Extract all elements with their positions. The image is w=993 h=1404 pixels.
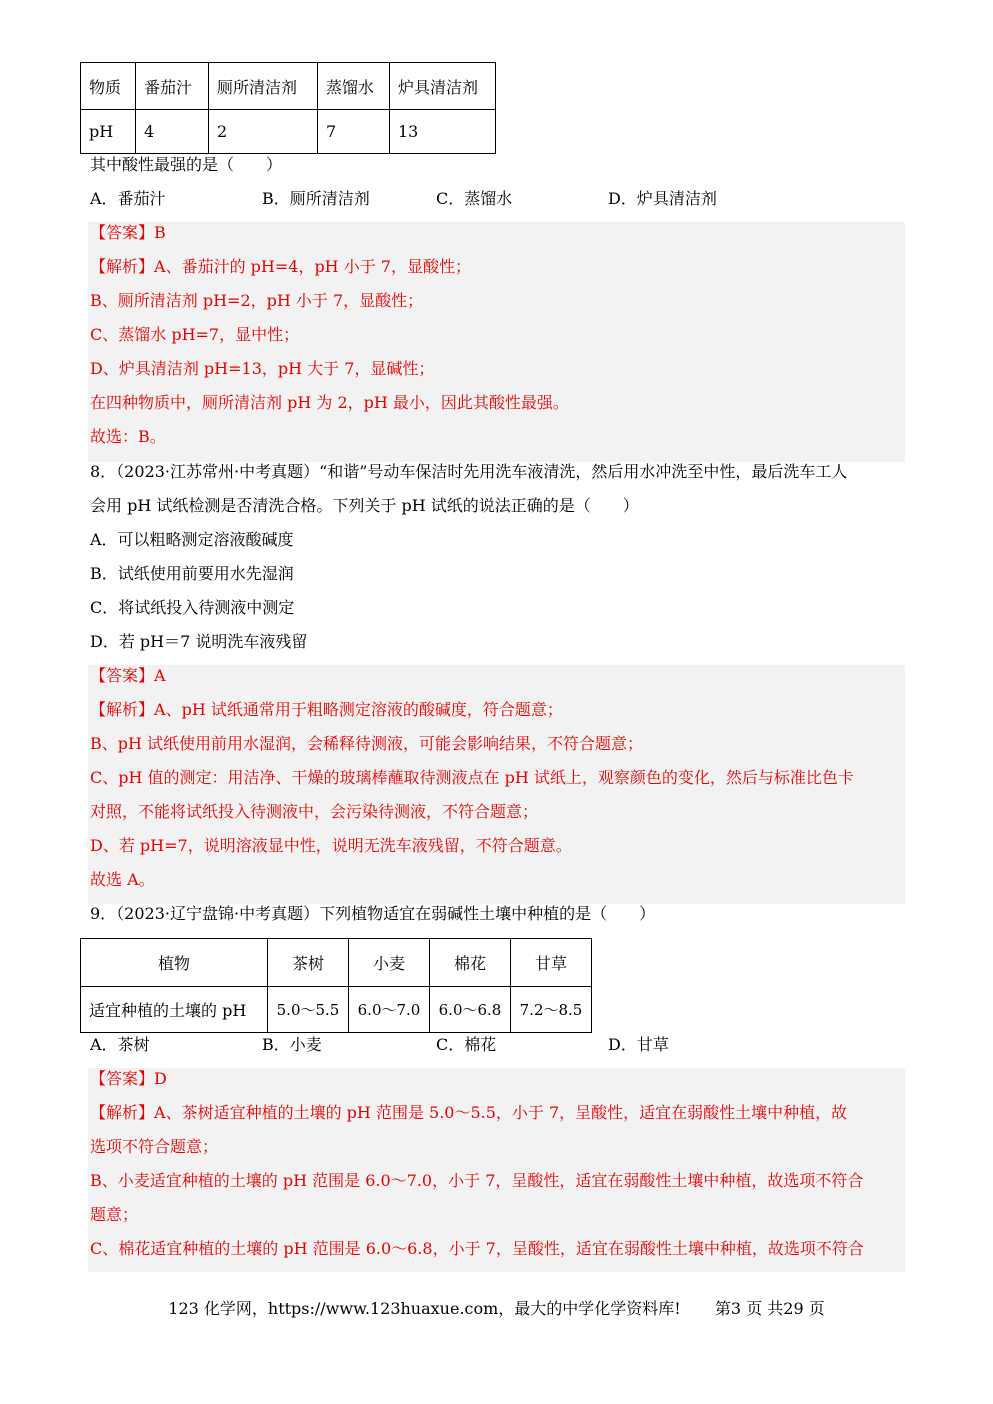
table-cell: 6.0～7.0 (349, 987, 430, 1033)
q9-analysis-line: 题意； (90, 1205, 139, 1224)
q8-option-c: C．将试纸投入待测液中测定 (90, 598, 295, 617)
q8-option-d: D．若 pH＝7 说明洗车液残留 (90, 632, 308, 651)
table-row (81, 987, 592, 1033)
table-cell: pH (81, 110, 136, 154)
analysis-text: A、茶树适宜种植的土壤的 pH 范围是 5.0～5.5，小于 7，呈酸性，适宜在弱酸性土壤中种植，故 (154, 1103, 848, 1122)
table-cell: 2 (209, 110, 318, 154)
table-cell: 7 (318, 110, 390, 154)
table-cell: 厕所清洁剂 (209, 63, 318, 110)
table-row (81, 939, 592, 987)
q7-analysis-line (90, 250, 471, 284)
q9-answer (90, 1062, 167, 1096)
q9-option-c: C．棉花 (436, 1035, 497, 1054)
table-cell: 6.0～6.8 (430, 987, 511, 1033)
q7-stem: 其中酸性最强的是（ ） (90, 155, 283, 174)
table-cell: 13 (390, 110, 496, 154)
table-cell: 蒸馏水 (318, 63, 390, 110)
q7-analysis-line: B、厕所清洁剂 pH=2，pH 小于 7，显酸性； (90, 291, 424, 310)
table-cell: 5.0～5.5 (268, 987, 349, 1033)
q7-option-c: C．蒸馏水 (436, 189, 513, 208)
table-cell: 棉花 (430, 939, 511, 987)
table-cell: 7.2～8.5 (511, 987, 592, 1033)
answer-value: A (154, 666, 166, 685)
analysis-tag: 【解析】 (90, 1103, 155, 1122)
q7-option-b: B．厕所清洁剂 (262, 189, 370, 208)
table-cell: 4 (136, 110, 209, 154)
answer-tag: 【答案】 (90, 666, 155, 685)
q9-option-a: A．茶树 (90, 1035, 150, 1054)
table-cell: 茶树 (268, 939, 349, 987)
q9-option-d: D．甘草 (608, 1035, 669, 1054)
q9-analysis-line: 选项不符合题意； (90, 1137, 219, 1156)
q7-analysis-line: 故选：B。 (90, 427, 166, 446)
q8-analysis-line (90, 693, 563, 727)
q8-stem-line: 8．（2023·江苏常州·中考真题）“和谐”号动车保洁时先用洗车液清洗，然后用水冲洗至中性，最后洗车工人 (90, 462, 848, 481)
q9-analysis-line (90, 1096, 847, 1130)
q9-stem: 9．（2023·辽宁盘锦·中考真题）下列植物适宜在弱碱性土壤中种植的是（ ） (90, 904, 656, 923)
page-footer (0, 1294, 993, 1324)
footer-page-number: 第3 页 共29 页 (714, 1299, 825, 1318)
table-cell: 物质 (81, 63, 136, 110)
q7-analysis-line: D、炉具清洁剂 pH=13，pH 大于 7，显碱性； (90, 359, 435, 378)
q7-option-a: A．番茄汁 (90, 189, 166, 208)
ph-table (80, 62, 496, 154)
analysis-tag: 【解析】 (90, 257, 155, 276)
q8-option-a: A．可以粗略测定溶液酸碱度 (90, 530, 294, 549)
q8-analysis-line: 对照，不能将试纸投入待测液中，会污染待测液，不符合题意； (90, 802, 539, 821)
table-cell: 适宜种植的土壤的 pH (81, 987, 268, 1033)
analysis-text: A、番茄汁的 pH=4，pH 小于 7，显酸性； (154, 257, 471, 276)
q9-analysis-line: B、小麦适宜种植的土壤的 pH 范围是 6.0～7.0，小于 7，呈酸性，适宜在弱酸性土壤中种植，故选项不符合 (90, 1171, 864, 1190)
q8-option-b: B．试纸使用前要用水先湿润 (90, 564, 294, 583)
answer-value: D (154, 1069, 167, 1088)
q8-analysis-line: 故选 A。 (90, 870, 155, 889)
q8-analysis-line: D、若 pH=7，说明溶液显中性，说明无洗车液残留，不符合题意。 (90, 836, 572, 855)
table-cell: 番茄汁 (136, 63, 209, 110)
q7-analysis-line: 在四种物质中，厕所清洁剂 pH 为 2，pH 最小，因此其酸性最强。 (90, 393, 569, 412)
table-row (81, 63, 496, 110)
q7-analysis-line: C、蒸馏水 pH=7，显中性； (90, 325, 300, 344)
analysis-text: A、pH 试纸通常用于粗略测定溶液的酸碱度，符合题意； (154, 700, 563, 719)
answer-tag: 【答案】 (90, 1069, 155, 1088)
answer-tag: 【答案】 (90, 223, 155, 242)
analysis-tag: 【解析】 (90, 700, 155, 719)
answer-value: B (154, 223, 166, 242)
table-cell: 炉具清洁剂 (390, 63, 496, 110)
q9-option-b: B．小麦 (262, 1035, 322, 1054)
soil-ph-table (80, 938, 592, 1033)
table-cell: 植物 (81, 939, 268, 987)
table-cell: 小麦 (349, 939, 430, 987)
q8-stem-line: 会用 pH 试纸检测是否清洗合格。下列关于 pH 试纸的说法正确的是（ ） (90, 496, 639, 515)
q9-analysis-line: C、棉花适宜种植的土壤的 pH 范围是 6.0～6.8，小于 7，呈酸性，适宜在弱酸性土壤中种植，故选项不符合 (90, 1239, 864, 1258)
table-row (81, 110, 496, 154)
q7-answer (90, 216, 166, 250)
footer-site-text: 123 化学网，https://www.123huaxue.com，最大的中学化学资料库! (168, 1299, 681, 1318)
q8-answer (90, 659, 166, 693)
q7-option-d: D．炉具清洁剂 (608, 189, 717, 208)
q8-analysis-line: B、pH 试纸使用前用水湿润，会稀释待测液，可能会影响结果，不符合题意； (90, 734, 644, 753)
table-cell: 甘草 (511, 939, 592, 987)
q8-analysis-line: C、pH 值的测定：用洁净、干燥的玻璃棒蘸取待测液点在 pH 试纸上，观察颜色的变化，然后与标准比色卡 (90, 768, 854, 787)
